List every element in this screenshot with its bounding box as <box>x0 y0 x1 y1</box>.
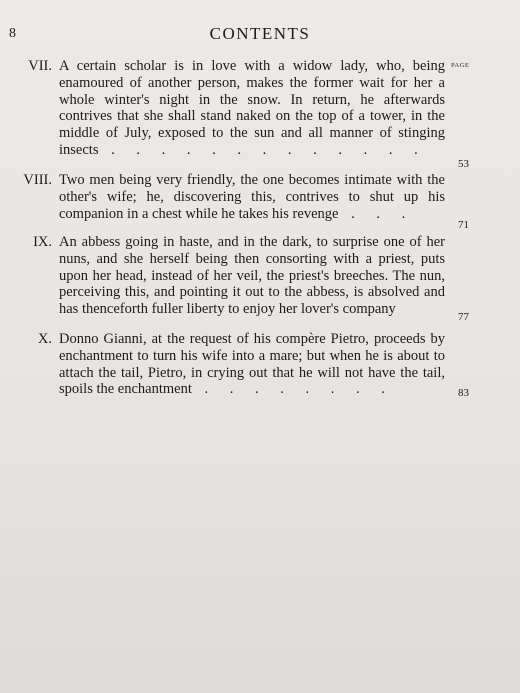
entry-numeral: X. <box>37 331 52 347</box>
entry-page-number: 83 <box>458 387 469 399</box>
entry-text: An abbess going in haste, and in the dark, to surprise one of her nuns, and she herself being then consorting with a priest, puts upon her head, instead of her veil, the priest's breeches. The nun, perceiving this, and pointing it out to the abbess, is absolved and has thenceforth fuller liberty to enjoy her lover's company <box>59 234 445 318</box>
entry-text: Two men being very friendly, the one becomes intimate with the other's wife; he, discovering this, contrives to shut up his companion in a chest while he takes his revenge . . . <box>59 172 445 222</box>
page-number: 8 <box>9 26 16 41</box>
entry-page-number: 53 <box>458 158 469 170</box>
entry-numeral: VII. <box>28 58 52 74</box>
entry-numeral: VIII. <box>23 172 52 188</box>
entry-numeral: IX. <box>33 234 52 250</box>
entry-page-number: 77 <box>458 311 469 323</box>
dot-leaders: . . . . . . . . . . . . . <box>98 141 427 158</box>
dot-leaders: . . . . . . . . <box>191 381 394 398</box>
running-head: CONTENTS <box>209 24 311 43</box>
entry-text: Donno Gianni, at the request of his compère Pietro, proceeds by enchantment to turn his wife into a mare; but when he is about to attach the tail, Pietro, in crying out that he will not have the tail, spoils the enchantment . . . . . . . . <box>59 331 445 398</box>
page-column-label: PAGE <box>451 62 470 69</box>
entry-text: A certain scholar is in love with a widow lady, who, being enamoured of another person, makes the former wait for her a whole winter's night in the snow. In return, he afterwards contrives that she shall stand naked on the top of a tower, in the middle of July, exposed to the sun and all manner of stinging insects . . . . . . . . . . . . . <box>59 58 445 158</box>
entry-page-number: 71 <box>458 219 469 231</box>
dot-leaders: . . . <box>338 205 415 222</box>
